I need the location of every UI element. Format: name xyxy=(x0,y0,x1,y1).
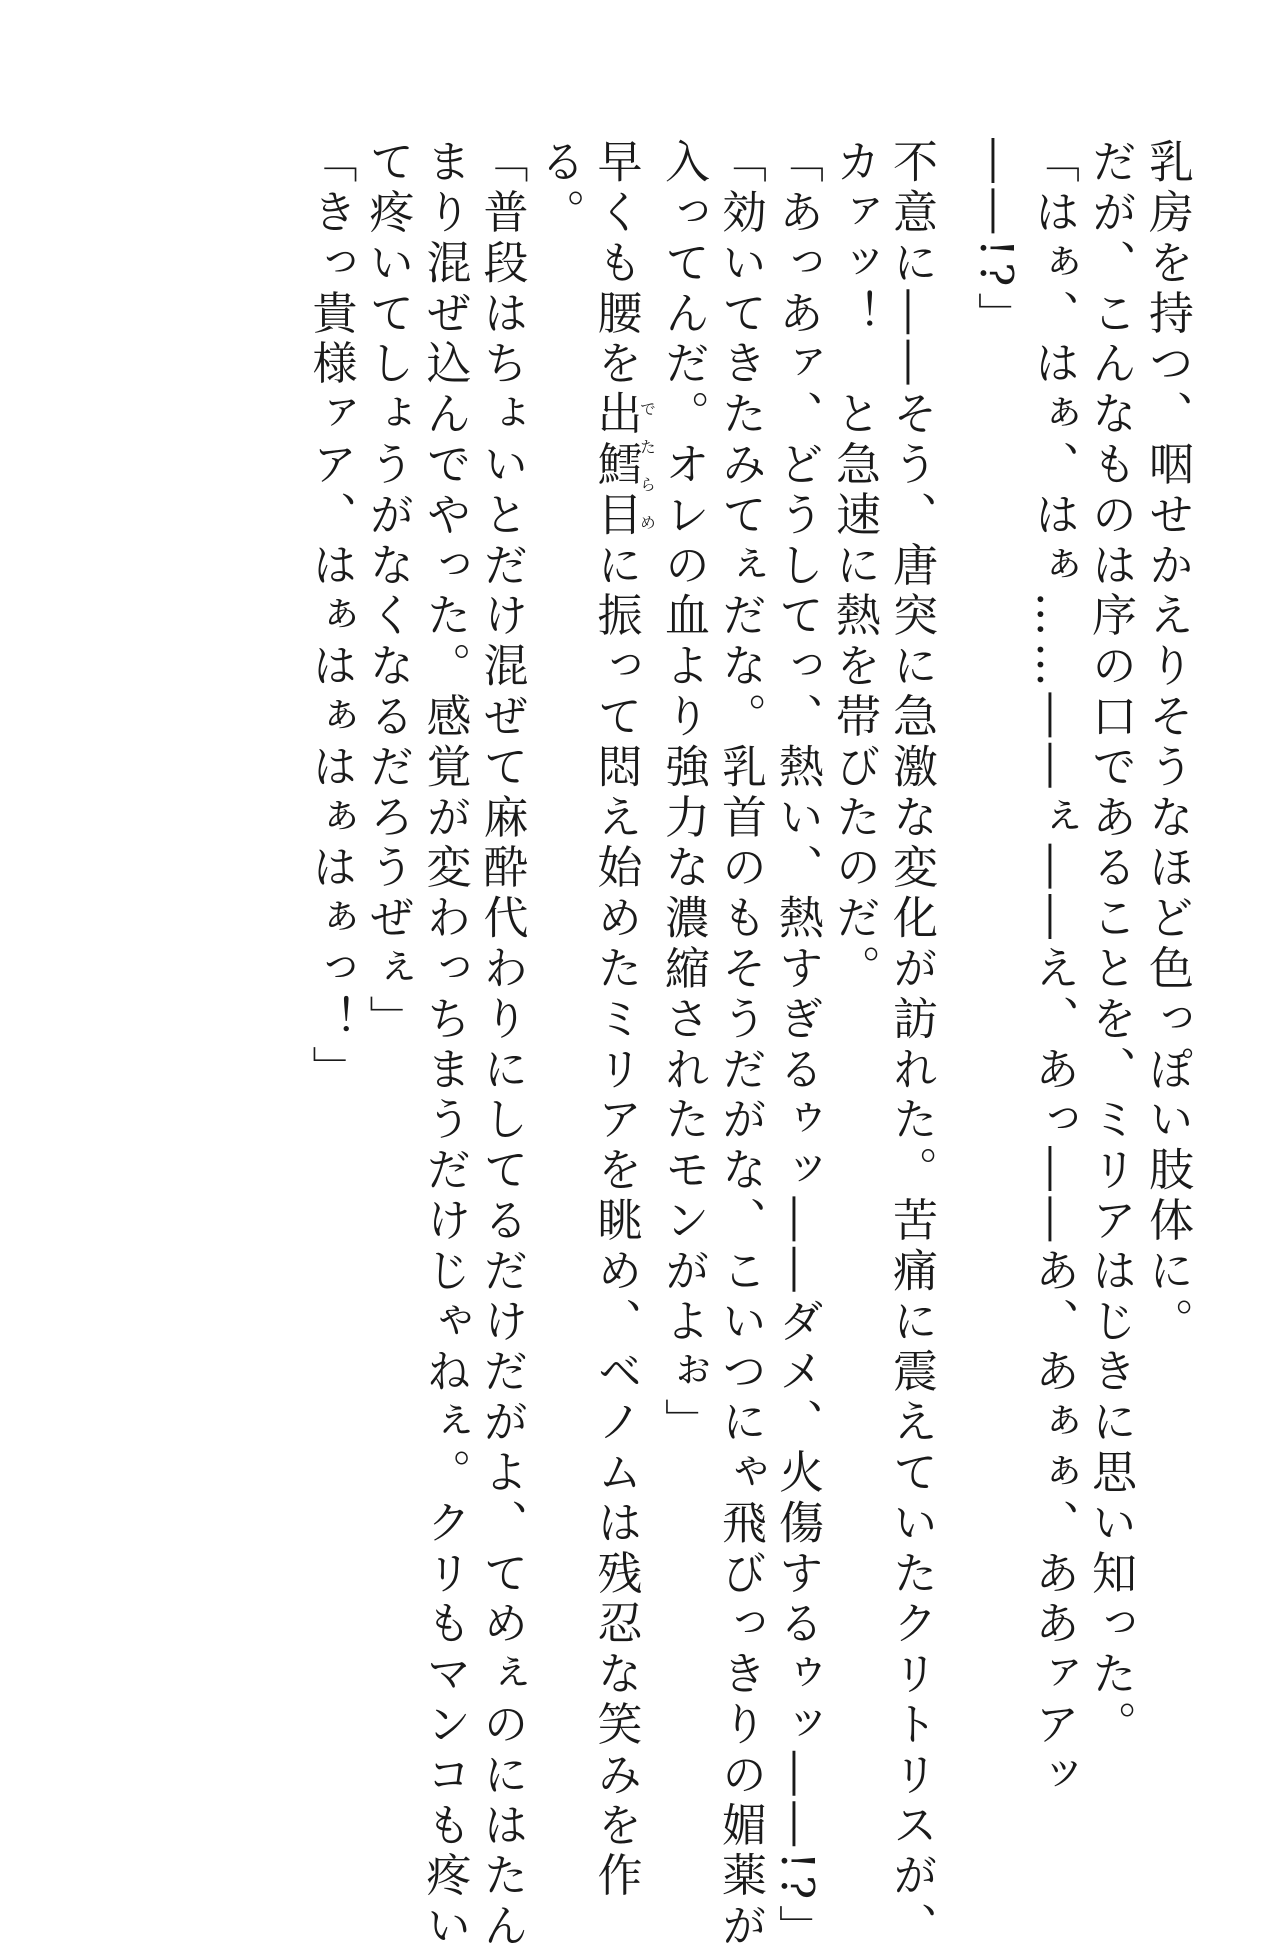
text-line-13: まり混ぜ込んでやった。感覚が変わっちまうだけじゃねぇ。クリもマンコも疼い xyxy=(418,138,472,1953)
text-line-4: ――!?」 xyxy=(970,138,1023,343)
text-line-1: 乳房を持つ、咽せかえりそうなほど色っぽい肢体に。 xyxy=(1141,138,1194,1348)
ruby-line-before: 早くも腰を xyxy=(589,138,643,390)
text-line-6: カァッ！ と急速に熱を帯びたのだ。 xyxy=(828,138,881,995)
text-line-3: 「はぁ、はぁ、はぁ……――ぇ――え、あっ――あ、あぁぁ、ああァアッ xyxy=(1027,138,1080,1802)
text-line-7: 「あっあァ、どうしてっ、熱い、熱すぎるゥッ――ダメ、火傷するゥッ――!?」 xyxy=(771,138,824,1955)
ruby-annotation xyxy=(589,390,657,542)
vertical-text-block xyxy=(56,138,1196,1955)
text-line-2: だが、こんなものは序の口であることを、ミリアはじきに思い知った。 xyxy=(1084,138,1137,1751)
ruby-base: 出鱈目 xyxy=(589,390,643,542)
text-line-15: 「きっ貴様ァア、はぁはぁはぁはぁっ！」 xyxy=(304,138,358,1096)
ruby-reading: でたらめ xyxy=(637,390,657,542)
text-line-9: 入ってんだ。オレの血より強力な濃縮されたモンがよぉ」 xyxy=(657,138,710,1449)
text-line-11: る。 xyxy=(532,138,586,239)
text-line-14: て疼いてしょうがなくなるだろうぜぇ」 xyxy=(361,138,415,1046)
text-line-8: 「効いてきたみてぇだな。乳首のもそうだがな、こいつにゃ飛びっきりの媚薬が xyxy=(714,138,767,1953)
text-line-12: 「普段はちょいとだけ混ぜて麻酔代わりにしてるだけだがよ、てめぇのにはたん xyxy=(475,138,529,1953)
text-line-5: 不意に――そう、唐突に急激な変化が訪れた。苦痛に震えていたクリトリスが、 xyxy=(885,138,938,1953)
text-line-10-ruby xyxy=(588,138,657,1903)
ruby-line-after: に振って悶え始めたミリアを眺め、ベノムは残忍な笑みを作 xyxy=(589,541,643,1903)
